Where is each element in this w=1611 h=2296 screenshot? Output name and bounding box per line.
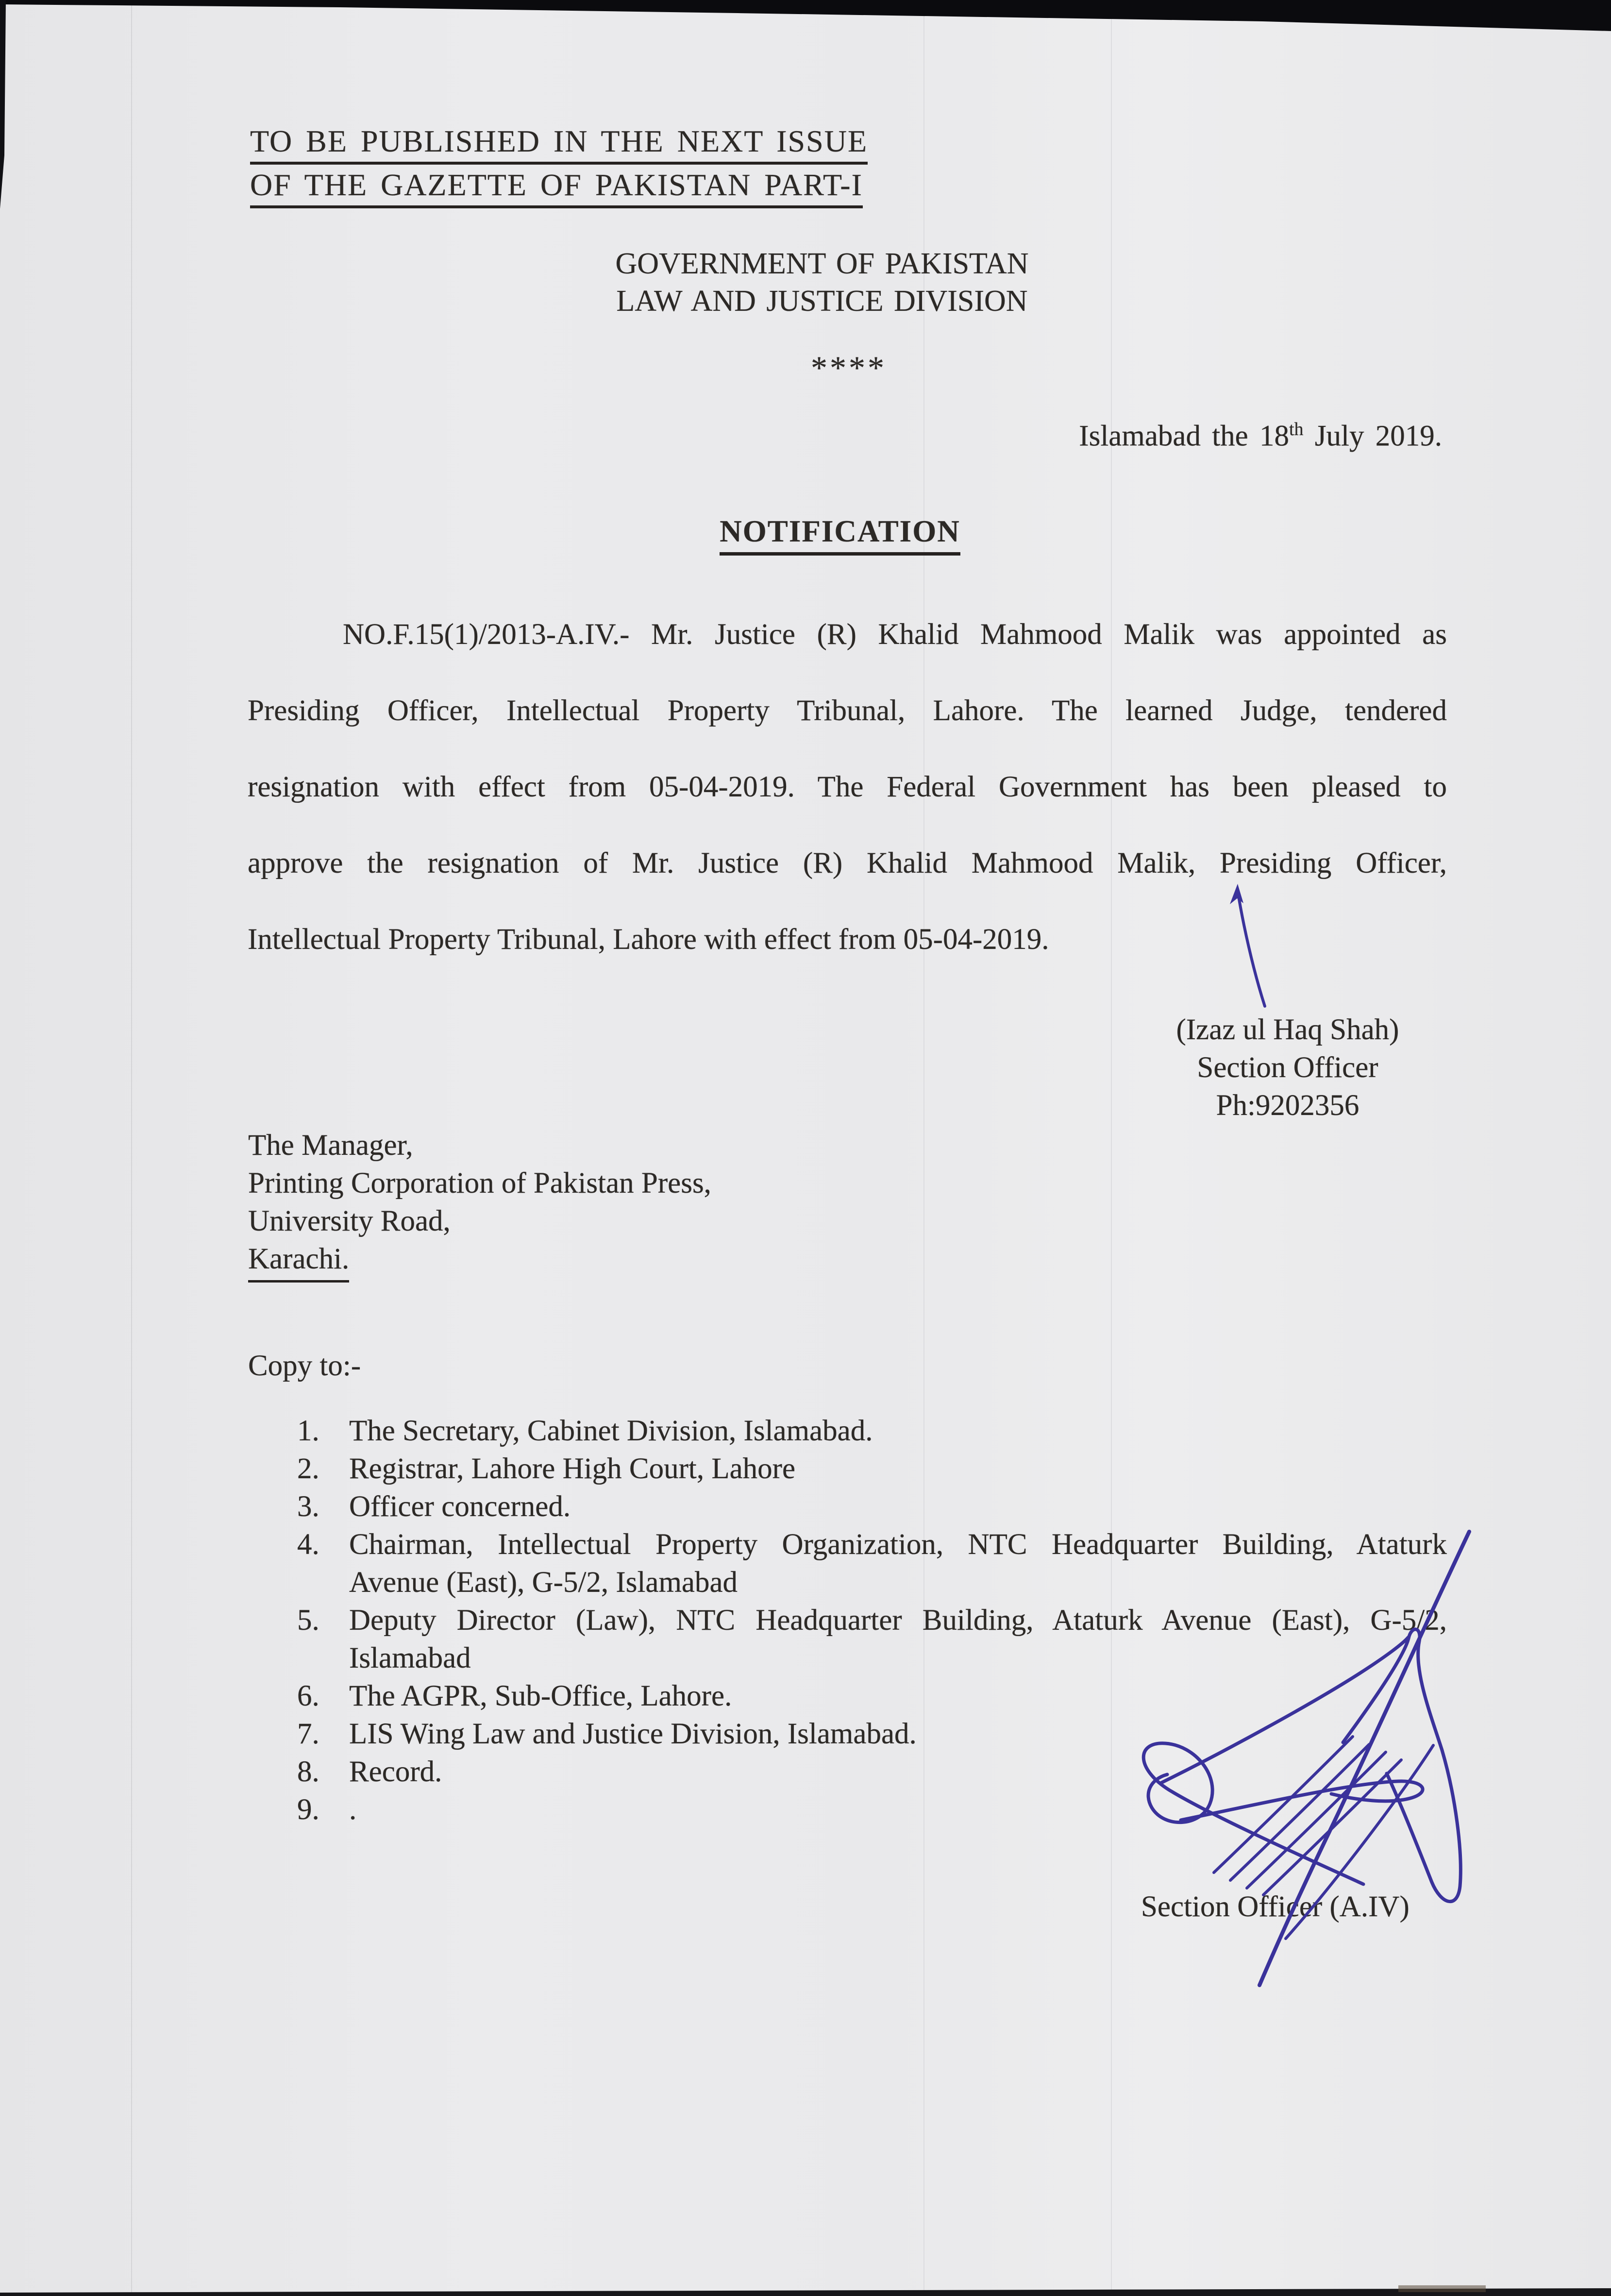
- item-text: Registrar, Lahore High Court, Lahore: [349, 1452, 796, 1485]
- paragraph-line: Intellectual Property Tribunal, Lahore with effect from 05-04-2019.: [248, 923, 1049, 956]
- header-note-text: OF THE GAZETTE OF PAKISTAN PART-I: [250, 168, 863, 208]
- org-division: LAW AND JUSTICE DIVISION: [616, 285, 1028, 318]
- paper-crease-line: [1111, 0, 1112, 2296]
- item-text: The Secretary, Cabinet Division, Islamabad.: [349, 1415, 873, 1447]
- org-name: GOVERNMENT OF PAKISTAN: [615, 247, 1029, 280]
- list-item: [297, 1753, 1496, 1791]
- header-note-line-2: [250, 168, 863, 208]
- paragraph-line: resignation with effect from 05-04-2019. The Federal Government has been pleased to: [248, 771, 1447, 803]
- item-number: 6.: [297, 1680, 319, 1712]
- copy-to-label: Copy to:-: [248, 1350, 361, 1382]
- header-note-line-1: [250, 124, 868, 165]
- paragraph-line: approve the resignation of Mr. Justice (R) Khalid Mahmood Malik, Presiding Officer,: [248, 847, 1447, 879]
- paper-crease-line: [131, 0, 132, 2296]
- list-item: [297, 1526, 1496, 1602]
- body-paragraph: [248, 596, 1447, 978]
- org-block: [555, 245, 1089, 320]
- item-number: 9.: [297, 1793, 319, 1826]
- item-number: 4.: [297, 1528, 319, 1561]
- addressee-line: University Road,: [248, 1205, 451, 1237]
- item-text: The AGPR, Sub-Office, Lahore.: [349, 1680, 732, 1712]
- item-text: Chairman, Intellectual Property Organization, NTC Headquarter Building, Ataturk: [349, 1528, 1447, 1561]
- paragraph-line: Presiding Officer, Intellectual Property Tribunal, Lahore. The learned Judge, tendered: [248, 694, 1447, 727]
- item-text: Islamabad: [349, 1642, 471, 1674]
- list-item: [297, 1602, 1496, 1677]
- list-item: [297, 1412, 1496, 1450]
- date-suffix: July 2019.: [1303, 420, 1442, 453]
- signatory-designation: Section Officer: [1197, 1051, 1378, 1084]
- list-item: [297, 1488, 1496, 1526]
- item-text: Record.: [349, 1756, 442, 1788]
- list-item: [297, 1715, 1496, 1753]
- item-text: .: [349, 1793, 357, 1826]
- paragraph-line: NO.F.15(1)/2013-A.IV.- Mr. Justice (R) Khalid Mahmood Malik was appointed as: [343, 618, 1447, 651]
- item-number: 7.: [297, 1718, 319, 1750]
- date-line: [966, 419, 1442, 453]
- list-item: [297, 1791, 1496, 1829]
- list-item: [297, 1677, 1496, 1715]
- item-number: 3.: [297, 1490, 319, 1523]
- item-number: 2.: [297, 1452, 319, 1485]
- signatory-phone: Ph:9202356: [1216, 1089, 1359, 1122]
- paper-crease-line: [923, 0, 924, 2296]
- addressee-line: Printing Corporation of Pakistan Press,: [248, 1167, 711, 1199]
- item-text: Avenue (East), G-5/2, Islamabad: [349, 1566, 738, 1599]
- stars-separator: ****: [811, 349, 887, 386]
- list-item: [297, 1450, 1496, 1488]
- date-ordinal-suffix: th: [1289, 419, 1304, 439]
- doc-title-wrap: [670, 514, 1010, 556]
- addressee-city: Karachi.: [248, 1240, 349, 1283]
- item-text: LIS Wing Law and Justice Division, Islamabad.: [349, 1718, 917, 1750]
- item-number: 5.: [297, 1604, 319, 1637]
- doc-title: NOTIFICATION: [720, 514, 960, 556]
- signatory-block: [1157, 1011, 1419, 1125]
- header-note-text: TO BE PUBLISHED IN THE NEXT ISSUE: [250, 124, 868, 165]
- addressee-block: [248, 1127, 711, 1283]
- date-prefix: Islamabad the 18: [1079, 420, 1289, 453]
- signatory-name: (Izaz ul Haq Shah): [1176, 1013, 1399, 1046]
- item-number: 1.: [297, 1415, 319, 1447]
- footer-signature-label: Section Officer (A.IV): [1141, 1891, 1410, 1923]
- item-number: 8.: [297, 1756, 319, 1788]
- copy-list: [297, 1412, 1496, 1829]
- item-text: Deputy Director (Law), NTC Headquarter Building, Ataturk Avenue (East), G-5/2,: [349, 1604, 1447, 1637]
- item-text: Officer concerned.: [349, 1490, 571, 1523]
- addressee-line: The Manager,: [248, 1129, 413, 1162]
